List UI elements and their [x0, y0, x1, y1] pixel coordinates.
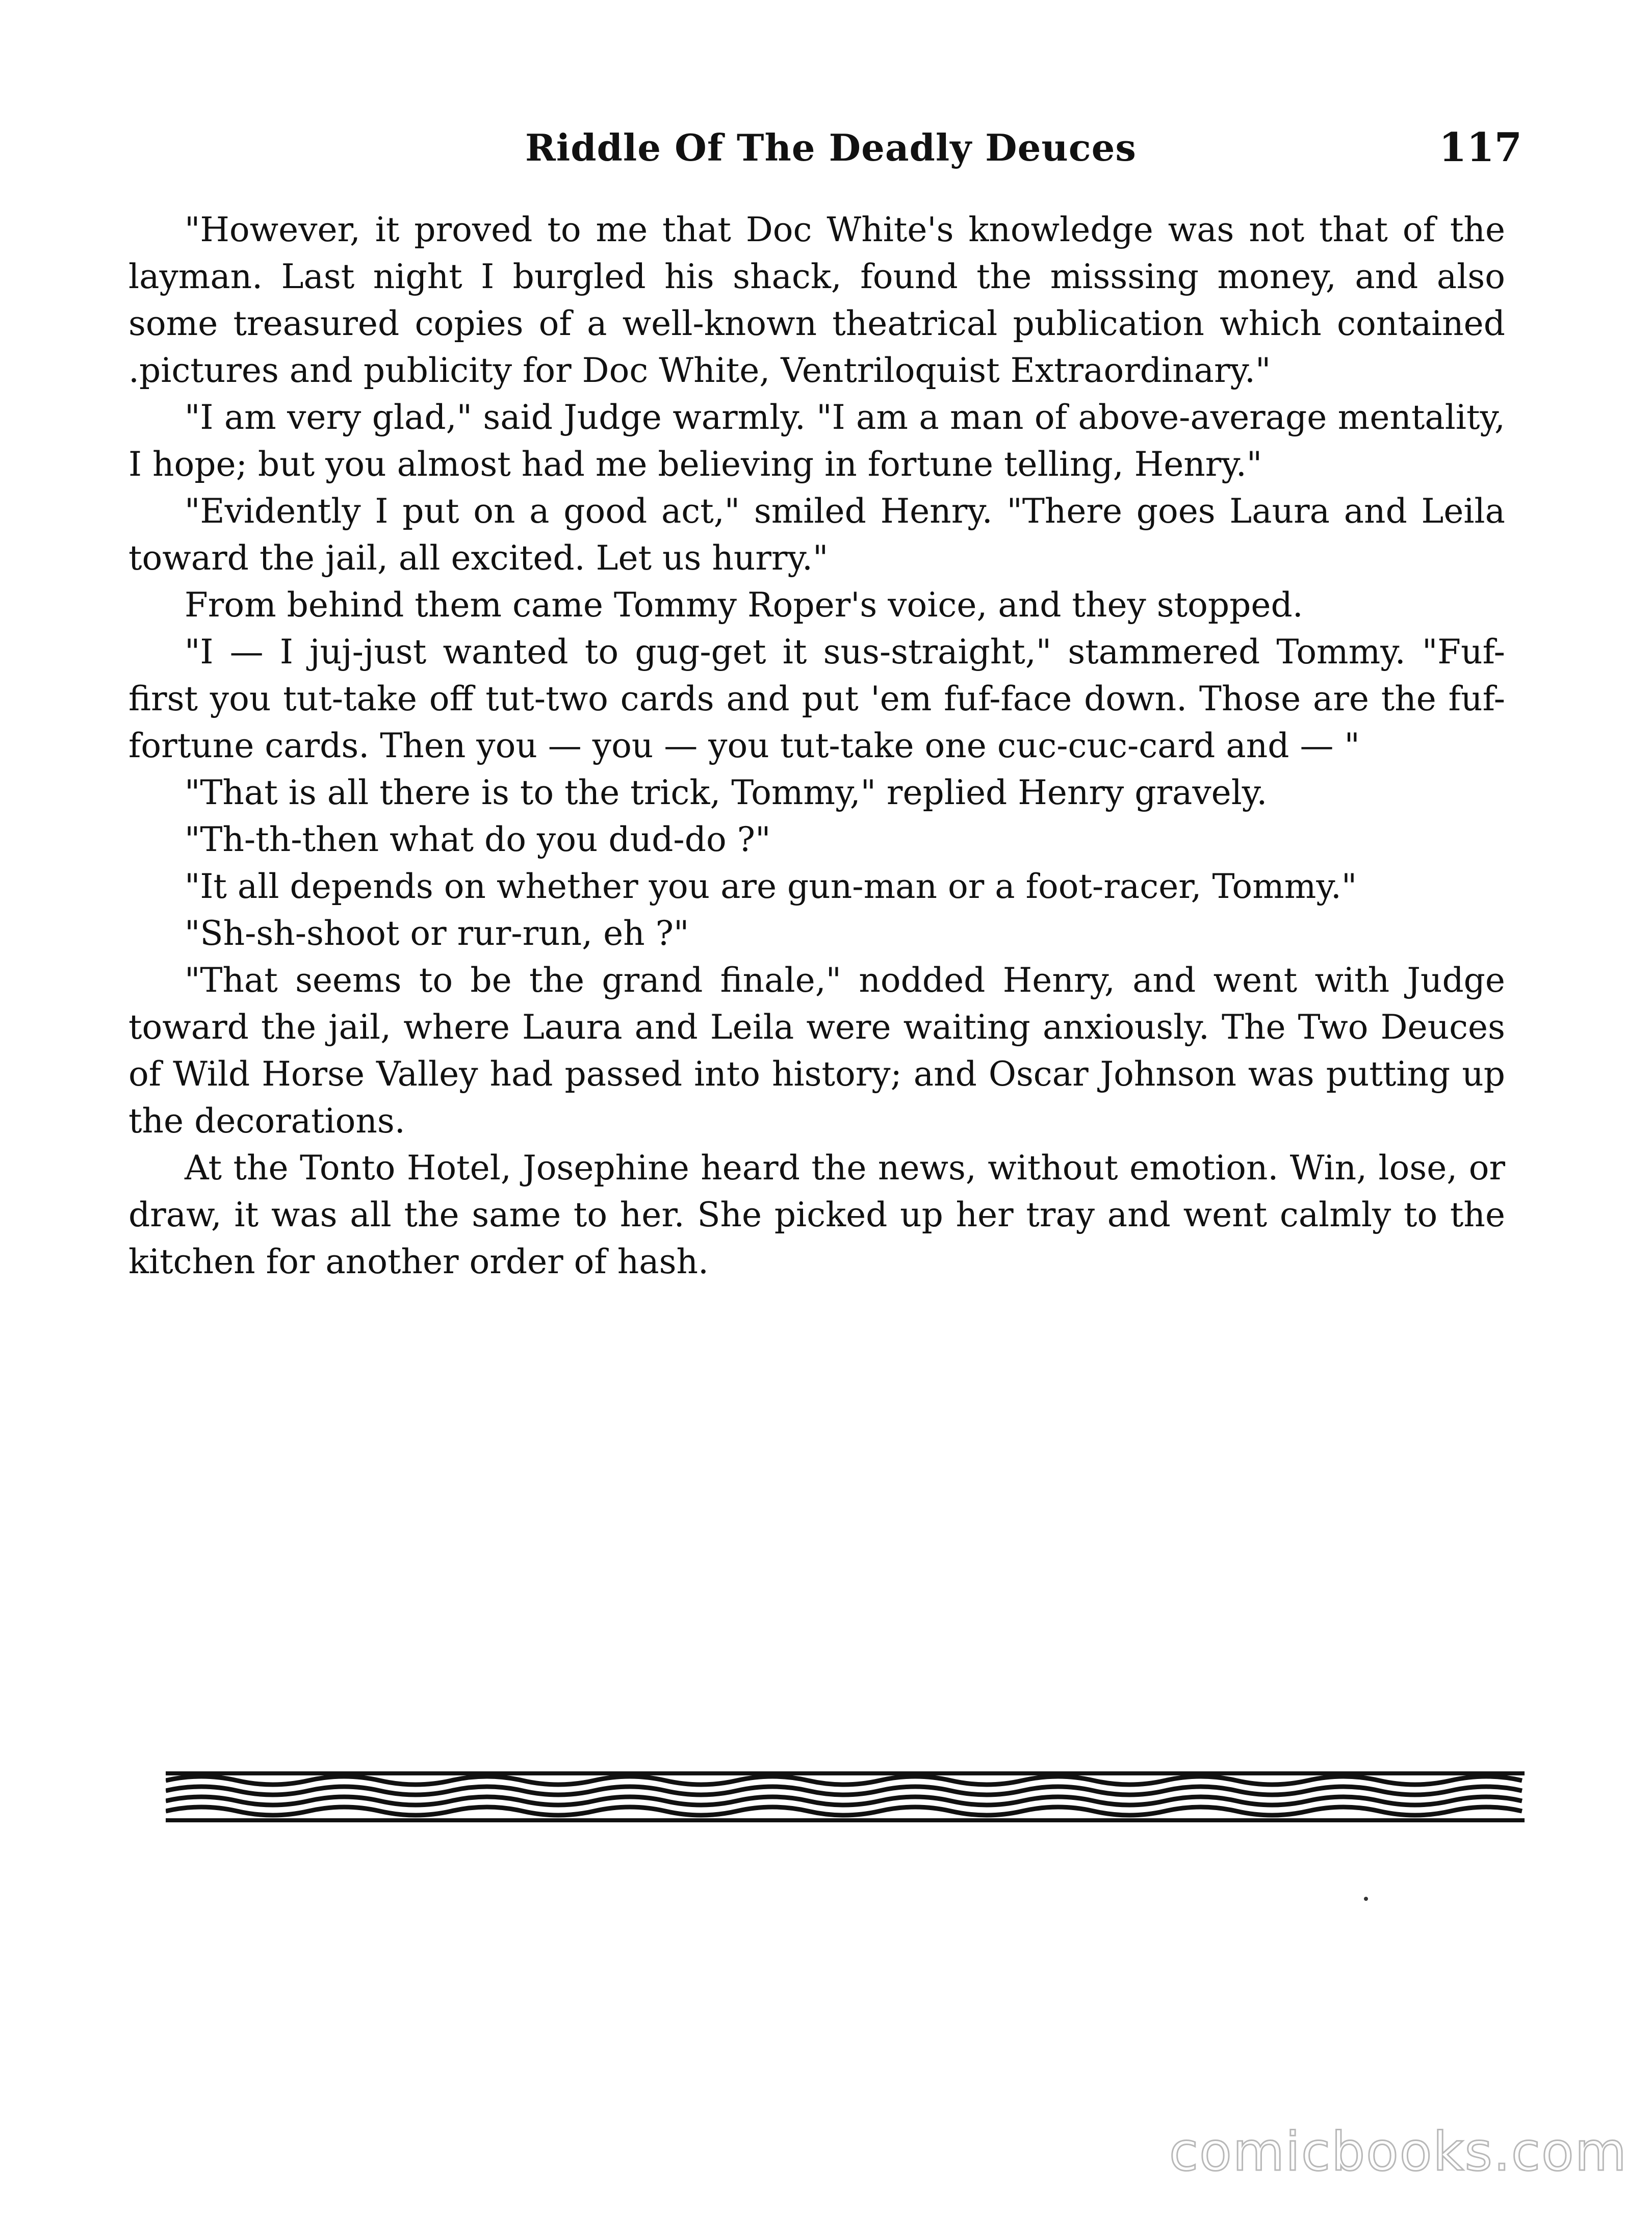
watermark: comicbooks.com	[1169, 2121, 1628, 2183]
rule-bar-bottom	[166, 1818, 1525, 1822]
paragraph: "I — I juj-just wanted to gug-get it sus-straight," stammered Tommy. "Fuf-first you tut-take off tut-two cards and put 'em fuf-face down. Those are the fuf-fortune cards. Then you — you — you tut-take one cuc-cuc-card and — "	[128, 632, 1505, 765]
paragraph: "Sh-sh-shoot or rur-run, eh ?"	[185, 914, 689, 953]
paragraph: From behind them came Tommy Roper's voice, and they stopped.	[185, 585, 1303, 625]
paragraph: "However, it proved to me that Doc White's knowledge was not that of the layman. Last night I burgled his shack, found the misssing money, and also some treasured copies of a well-known theatrical publication which contained .pictures and publicity for Doc White, Ventriloquist Extraordinary."	[128, 210, 1505, 390]
body-text	[128, 207, 1505, 1285]
wavy-rule-svg	[166, 1769, 1525, 1825]
wave-line	[166, 1787, 1522, 1795]
paragraph: "That is all there is to the trick, Tommy," replied Henry gravely.	[185, 773, 1268, 812]
running-head	[163, 120, 1522, 176]
wavy-rule-ornament-icon	[166, 1769, 1525, 1825]
paragraph: "It all depends on whether you are gun-man or a foot-racer, Tommy."	[185, 867, 1357, 906]
paragraph: "That seems to be the grand finale," nodded Henry, and went with Judge toward the jail, where Laura and Leila were waiting anxiously. The Two Deuces of Wild Horse Valley had passed into history; and Oscar Johnson was putting up the decorations.	[128, 961, 1505, 1141]
paragraph: "I am very glad," said Judge warmly. "I am a man of above-average mentality, I hope; but you almost had me believing in fortune telling, Henry."	[128, 398, 1505, 484]
page-number: 117	[1439, 124, 1522, 171]
wave-line	[166, 1807, 1522, 1815]
paragraph: "Th-th-then what do you dud-do ?"	[185, 820, 771, 859]
paragraph: At the Tonto Hotel, Josephine heard the news, without emotion. Win, lose, or draw, it was all the same to her. She picked up her tray and went calmly to the kitchen for another order of hash.	[128, 1148, 1505, 1281]
rule-bar-top	[166, 1771, 1525, 1775]
paragraph: "Evidently I put on a good act," smiled Henry. "There goes Laura and Leila toward the jail, all excited. Let us hurry."	[128, 492, 1505, 578]
running-title: Riddle Of The Deadly Deuces	[525, 126, 1137, 169]
wave-line	[166, 1776, 1522, 1785]
print-speck	[1364, 1897, 1368, 1901]
wave-line	[166, 1797, 1522, 1805]
